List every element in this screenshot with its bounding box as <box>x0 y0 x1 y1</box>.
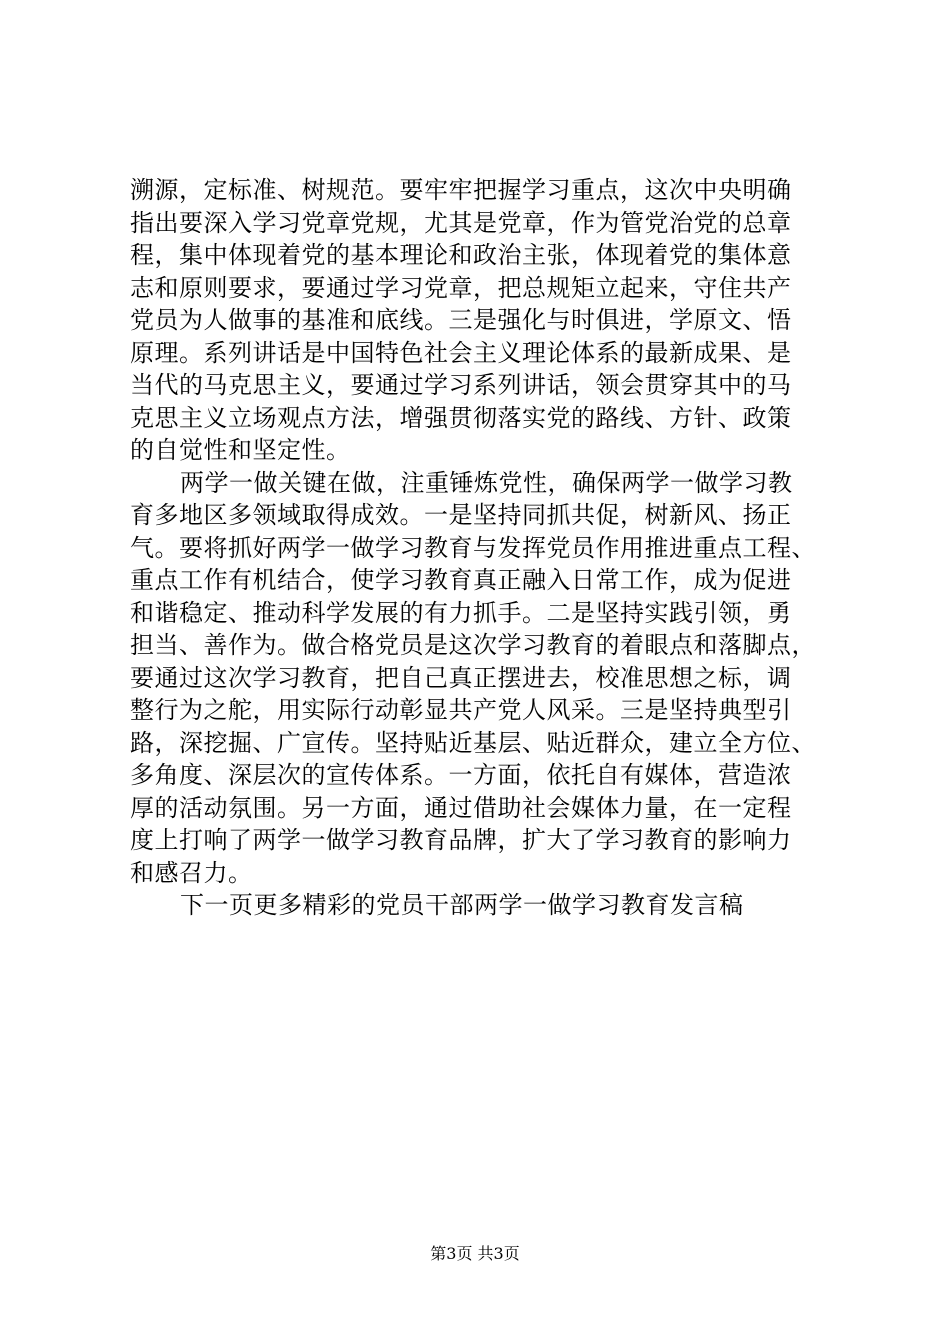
text-line: 溯源，定标准、树规范。要牢牢把握学习重点，这次中央明确 <box>130 176 792 204</box>
text-line: 党员为人做事的基准和底线。三是强化与时俱进，学原文、悟 <box>130 306 792 334</box>
text-line: 指出要深入学习党章党规，尤其是党章，作为管党治党的总章 <box>130 208 792 237</box>
text-line: 和感召力。 <box>130 858 253 887</box>
text-line: 下一页更多精彩的党员干部两学一做学习教育发言稿 <box>180 891 744 919</box>
text-line: 路，深挖掘、广宣传。坚持贴近基层、贴近群众，建立全方位、 <box>130 728 816 757</box>
text-line: 克思主义立场观点方法，增强贯彻落实党的路线、方针、政策 <box>130 403 792 432</box>
text-line: 厚的活动氛围。另一方面，通过借助社会媒体力量，在一定程 <box>130 793 792 822</box>
text-line: 原理。系列讲话是中国特色社会主义理论体系的最新成果、是 <box>130 338 792 367</box>
text-line: 志和原则要求，要通过学习党章，把总规矩立起来，守住共产 <box>130 273 792 302</box>
text-line: 和谐稳定、推动科学发展的有力抓手。二是坚持实践引领，勇 <box>130 598 792 627</box>
text-line: 育多地区多领域取得成效。一是坚持同抓共促，树新风、扬正 <box>130 501 792 529</box>
text-line: 气。要将抓好两学一做学习教育与发挥党员作用推进重点工程、 <box>130 533 816 562</box>
text-line: 当代的马克思主义，要通过学习系列讲话，领会贯穿其中的马 <box>130 371 792 399</box>
text-line: 多角度、深层次的宣传体系。一方面，依托自有媒体，营造浓 <box>130 761 792 789</box>
body-text <box>130 174 830 922</box>
text-line: 重点工作有机结合，使学习教育真正融入日常工作，成为促进 <box>130 566 792 594</box>
text-line: 要通过这次学习教育，把自己真正摆进去，校准思想之标，调 <box>130 663 792 692</box>
page-footer: 第3页 共3页 <box>430 1244 520 1263</box>
text-line: 的自觉性和坚定性。 <box>130 436 351 464</box>
text-line: 担当、善作为。做合格党员是这次学习教育的着眼点和落脚点， <box>130 631 816 659</box>
text-line: 度上打响了两学一做学习教育品牌，扩大了学习教育的影响力 <box>130 826 792 854</box>
text-line: 整行为之舵，用实际行动彰显共产党人风采。三是坚持典型引 <box>130 696 792 724</box>
text-line: 两学一做关键在做，注重锤炼党性，确保两学一做学习教 <box>180 468 793 497</box>
text-line: 程，集中体现着党的基本理论和政治主张，体现着党的集体意 <box>130 241 792 269</box>
